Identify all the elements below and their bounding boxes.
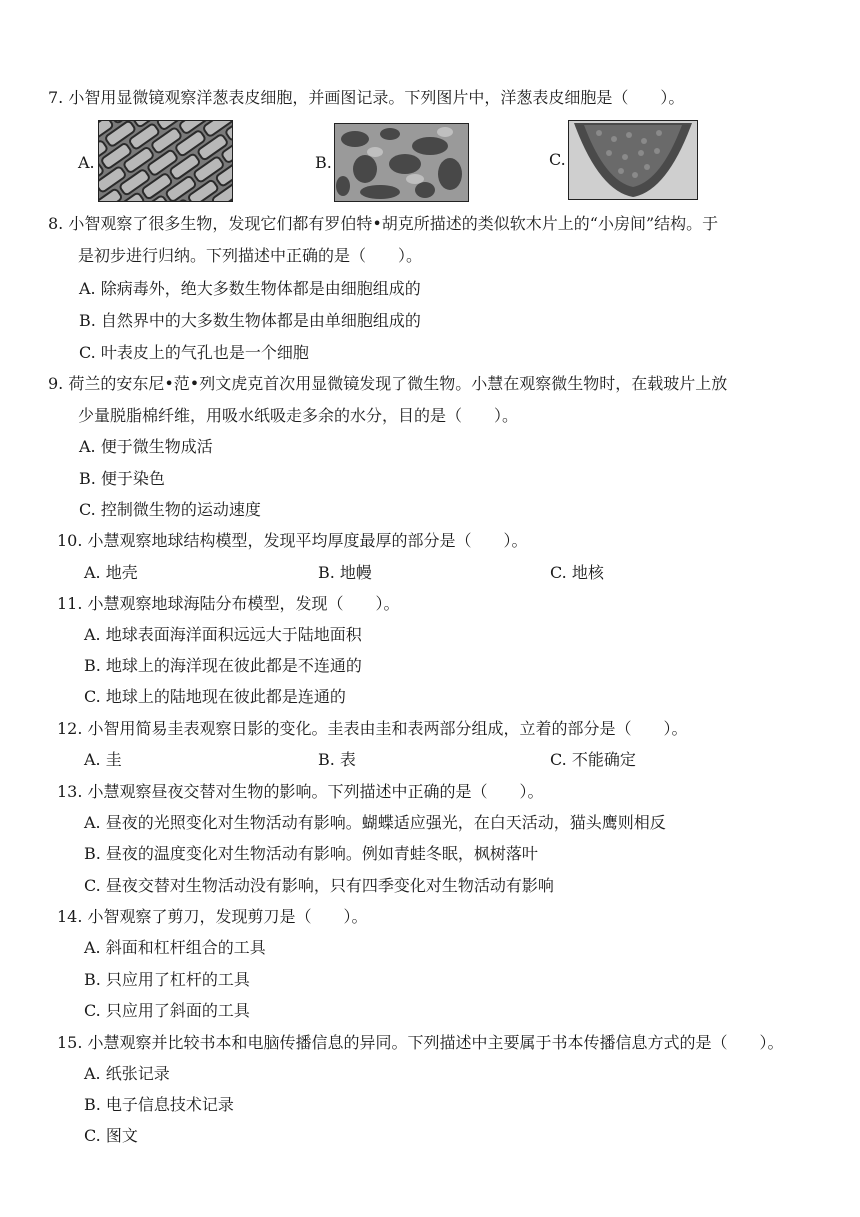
q9-option-c: C. 控制微生物的运动速度 — [79, 500, 261, 519]
question-14-text: 14. 小智观察了剪刀，发现剪刀是（ ）。 — [57, 907, 368, 926]
q8-option-b: B. 自然界中的大多数生物体都是由单细胞组成的 — [79, 311, 421, 330]
q14-option-c: C. 只应用了斜面的工具 — [84, 1001, 250, 1020]
q14-option-b: B. 只应用了杠杆的工具 — [84, 970, 250, 989]
q13-option-c: C. 昼夜交替对生物活动没有影响，只有四季变化对生物活动有影响 — [84, 876, 554, 895]
q12-option-a: A. 圭 — [84, 750, 122, 769]
q14-option-a: A. 斜面和杠杆组合的工具 — [84, 938, 266, 957]
q15-option-c: C. 图文 — [84, 1126, 138, 1145]
question-11-text: 11. 小慧观察地球海陆分布模型，发现（ ）。 — [57, 594, 400, 613]
question-9-line2: 少量脱脂棉纤维，用吸水纸吸走多余的水分，目的是（ ）。 — [78, 406, 519, 425]
question-12-text: 12. 小智用简易圭表观察日影的变化。圭表由圭和表两部分组成，立着的部分是（ ）。 — [57, 719, 688, 738]
q10-option-a: A. 地壳 — [84, 563, 138, 582]
question-8-line2: 是初步进行归纳。下列描述中正确的是（ ）。 — [78, 246, 423, 265]
q10-option-c: C. 地核 — [550, 563, 604, 582]
q15-option-b: B. 电子信息技术记录 — [84, 1095, 234, 1114]
q13-option-b: B. 昼夜的温度变化对生物活动有影响。例如青蛙冬眠，枫树落叶 — [84, 844, 538, 863]
option-b-label: B. — [315, 153, 332, 172]
question-15-text: 15. 小慧观察并比较书本和电脑传播信息的异同。下列描述中主要属于书本传播信息方式的是（ ）。 — [57, 1033, 784, 1052]
q11-option-b: B. 地球上的海洋现在彼此都是不连通的 — [84, 656, 362, 675]
question-8-line1: 8. 小智观察了很多生物，发现它们都有罗伯特•胡克所描述的类似软木片上的“小房间”结构。于 — [48, 214, 719, 233]
q9-option-b: B. 便于染色 — [79, 469, 165, 488]
q12-option-b: B. 表 — [318, 750, 356, 769]
question-10-text: 10. 小慧观察地球结构模型，发现平均厚度最厚的部分是（ ）。 — [57, 531, 528, 550]
microorganism-micrograph — [334, 123, 469, 202]
question-9-line1: 9. 荷兰的安东尼•范•列文虎克首次用显微镜发现了微生物。小慧在观察微生物时，在载玻片上放 — [48, 374, 728, 393]
q9-option-a: A. 便于微生物成活 — [79, 437, 213, 456]
question-7-text: 7. 小智用显微镜观察洋葱表皮细胞，并画图记录。下列图片中，洋葱表皮细胞是（ ）。 — [48, 88, 685, 107]
q12-option-c: C. 不能确定 — [550, 750, 636, 769]
q8-option-c: C. 叶表皮上的气孔也是一个细胞 — [79, 343, 309, 362]
q15-option-a: A. 纸张记录 — [84, 1064, 170, 1083]
root-tip-micrograph — [568, 120, 698, 200]
q8-option-a: A. 除病毒外，绝大多数生物体都是由细胞组成的 — [79, 279, 421, 298]
question-13-text: 13. 小慧观察昼夜交替对生物的影响。下列描述中正确的是（ ）。 — [57, 782, 544, 801]
option-a-label: A. — [78, 153, 95, 172]
onion-cell-micrograph — [98, 120, 233, 202]
q11-option-a: A. 地球表面海洋面积远远大于陆地面积 — [84, 625, 362, 644]
option-c-label: C. — [549, 150, 566, 169]
q11-option-c: C. 地球上的陆地现在彼此都是连通的 — [84, 687, 346, 706]
q10-option-b: B. 地幔 — [318, 563, 372, 582]
q13-option-a: A. 昼夜的光照变化对生物活动有影响。蝴蝶适应强光，在白天活动，猫头鹰则相反 — [84, 813, 666, 832]
